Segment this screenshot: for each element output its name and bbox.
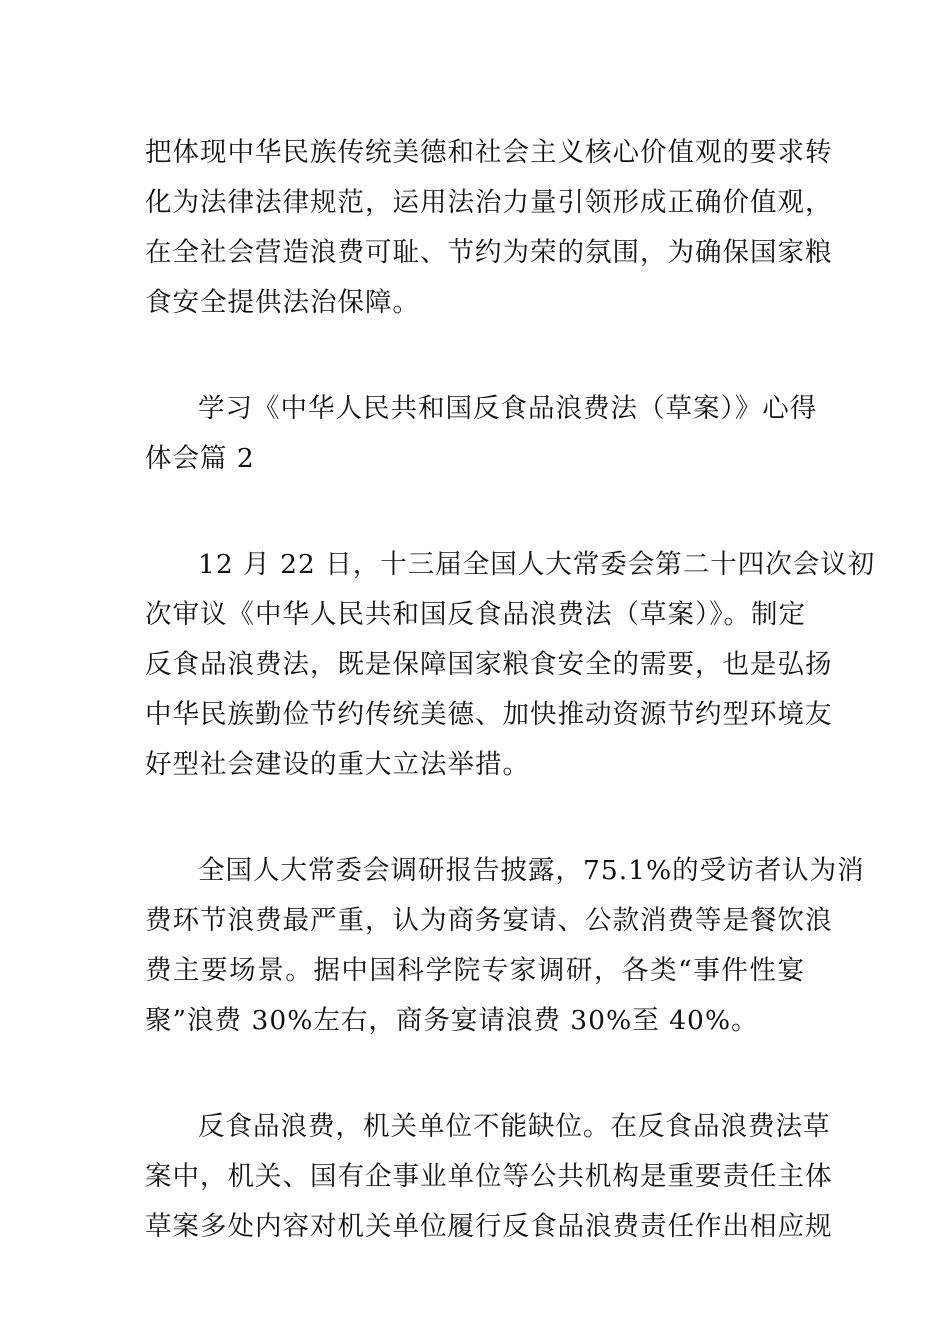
- text-line: 反食品浪费法，既是保障国家粮食安全的需要，也是弘扬: [145, 649, 833, 680]
- heading-line: 体会篇 2: [145, 443, 255, 474]
- text-line: 费环节浪费最严重，认为商务宴请、公款消费等是餐饮浪: [145, 905, 833, 936]
- text-line: 把体现中华民族传统美德和社会主义核心价值观的要求转: [145, 137, 833, 168]
- paragraph-1: [145, 128, 833, 328]
- heading-line: 学习《中华人民共和国反食品浪费法（草案）》心得: [198, 393, 818, 424]
- text-line: 中华民族勤俭节约传统美德、加快推动资源节约型环境友: [145, 699, 833, 730]
- text-line: 在全社会营造浪费可耻、节约为荣的氛围，为确保国家粮: [145, 237, 833, 268]
- paragraph-2: [145, 540, 876, 790]
- text-line: 全国人大常委会调研报告披露，75.1%的受访者认为消: [198, 855, 865, 886]
- section-heading: [145, 384, 818, 484]
- document-page: [145, 128, 876, 1308]
- text-line: 聚”浪费 30%左右，商务宴请浪费 30%至 40%。: [145, 1005, 759, 1036]
- text-line: 草案多处内容对机关单位履行反食品浪费责任作出相应规: [145, 1211, 833, 1242]
- text-line: 次审议《中华人民共和国反食品浪费法（草案）》。制定: [145, 599, 806, 630]
- text-line: 费主要场景。据中国科学院专家调研，各类“事件性宴: [145, 955, 805, 986]
- text-line: 反食品浪费，机关单位不能缺位。在反食品浪费法草: [198, 1111, 831, 1142]
- paragraph-4: [145, 1102, 833, 1252]
- text-line: 化为法律法律规范，运用法治力量引领形成正确价值观，: [145, 187, 833, 218]
- text-line: 12 月 22 日，十三届全国人大常委会第二十四次会议初: [198, 549, 876, 580]
- text-line: 好型社会建设的重大立法举措。: [145, 749, 530, 780]
- text-line: 食安全提供法治保障。: [145, 287, 420, 318]
- paragraph-3: [145, 846, 865, 1046]
- text-line: 案中，机关、国有企事业单位等公共机构是重要责任主体: [145, 1161, 833, 1192]
